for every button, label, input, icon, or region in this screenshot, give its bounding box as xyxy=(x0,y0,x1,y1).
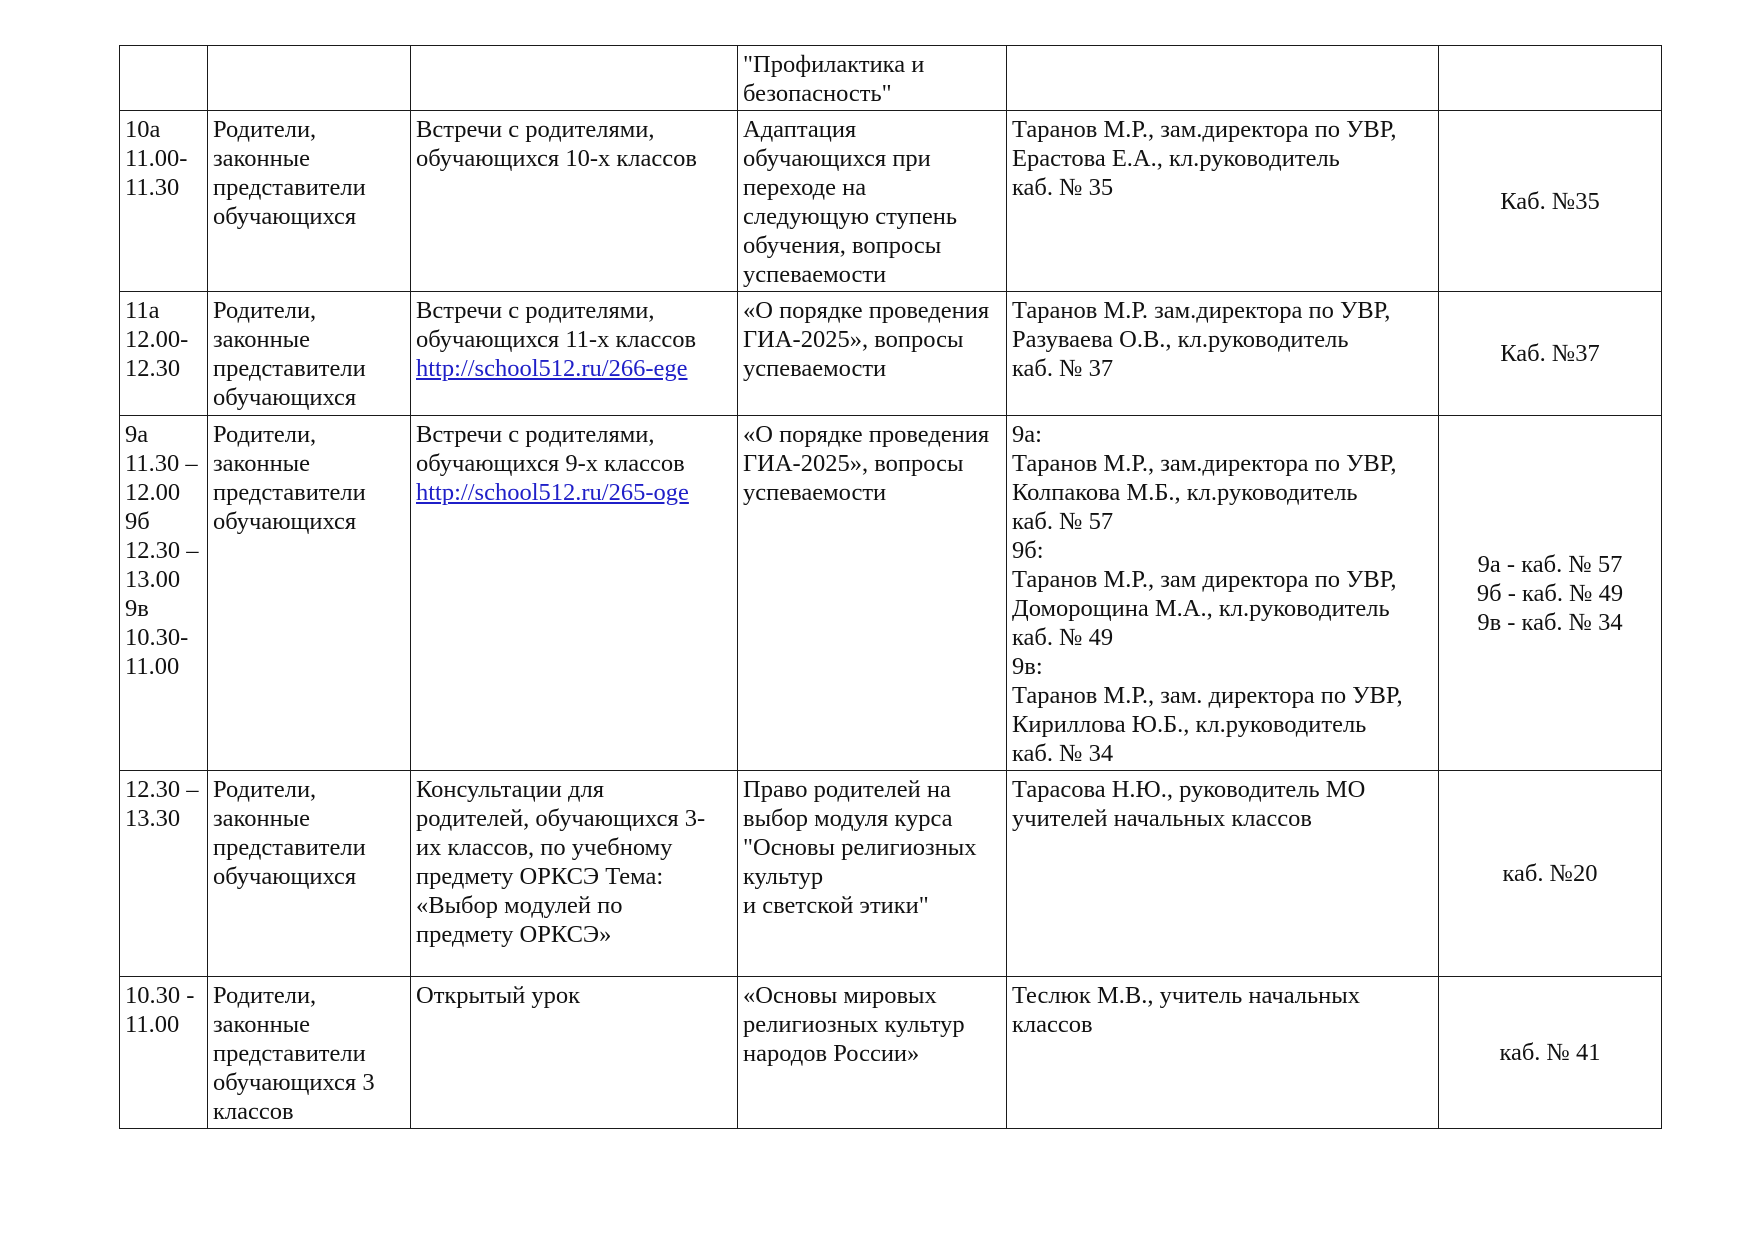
form-cell xyxy=(411,771,738,977)
form-text: Встречи с родителями, обучающихся 9-х классов xyxy=(416,421,685,477)
time-cell: 9а 11.30 – 12.00 9б 12.30 – 13.00 9в 10.30- 11.00 xyxy=(120,416,208,771)
audience-cell xyxy=(208,46,411,111)
topic-cell: «О порядке проведения ГИА-2025», вопросы успеваемости xyxy=(738,292,1007,416)
table-row xyxy=(120,416,1662,771)
topic-cell: «Основы мировых религиозных культур народов России» xyxy=(738,977,1007,1129)
form-cell xyxy=(411,977,738,1129)
topic-cell: «О порядке проведения ГИА-2025», вопросы успеваемости xyxy=(738,416,1007,771)
form-text: Встречи с родителями, обучающихся 10-х классов xyxy=(416,116,697,172)
location-cell: Каб. №35 xyxy=(1439,111,1662,292)
responsible-cell: Таранов М.Р. зам.директора по УВР, Разуваева О.В., кл.руководитель каб. № 37 xyxy=(1007,292,1439,416)
table-row xyxy=(120,46,1662,111)
form-text: Консультации для родителей, обучающихся 3- их классов, по учебному предмету ОРКСЭ Тема: «Выбор модулей по предмету ОРКСЭ» xyxy=(416,776,706,948)
time-cell: 12.30 – 13.30 xyxy=(120,771,208,977)
responsible-cell: Теслюк М.В., учитель начальных классов xyxy=(1007,977,1439,1129)
time-cell xyxy=(120,46,208,111)
audience-cell: Родители, законные представители обучающихся xyxy=(208,111,411,292)
time-cell: 10а 11.00- 11.30 xyxy=(120,111,208,292)
responsible-cell: Таранов М.Р., зам.директора по УВР, Ерастова Е.А., кл.руководитель каб. № 35 xyxy=(1007,111,1439,292)
audience-cell: Родители, законные представители обучающихся xyxy=(208,292,411,416)
topic-cell: Право родителей на выбор модуля курса "Основы религиозных культур и светской этики" xyxy=(738,771,1007,977)
topic-cell: "Профилактика и безопасность" xyxy=(738,46,1007,111)
time-cell: 10.30 - 11.00 xyxy=(120,977,208,1129)
responsible-cell xyxy=(1007,46,1439,111)
table-row xyxy=(120,292,1662,416)
location-cell: Каб. №37 xyxy=(1439,292,1662,416)
location-cell xyxy=(1439,46,1662,111)
oge-info-link[interactable]: http://school512.ru/265-oge xyxy=(416,479,689,506)
form-cell xyxy=(411,111,738,292)
audience-cell: Родители, законные представители обучающихся 3 классов xyxy=(208,977,411,1129)
topic-cell: Адаптация обучающихся при переходе на следующую ступень обучения, вопросы успеваемости xyxy=(738,111,1007,292)
form-cell xyxy=(411,292,738,416)
form-text: Встречи с родителями, обучающихся 11-х классов xyxy=(416,297,697,353)
time-cell: 11а 12.00- 12.30 xyxy=(120,292,208,416)
responsible-cell: Тарасова Н.Ю., руководитель МО учителей начальных классов xyxy=(1007,771,1439,977)
audience-cell: Родители, законные представители обучающихся xyxy=(208,416,411,771)
table-row xyxy=(120,977,1662,1129)
form-text: Открытый урок xyxy=(416,982,581,1009)
form-cell xyxy=(411,46,738,111)
table-row xyxy=(120,111,1662,292)
form-cell xyxy=(411,416,738,771)
schedule-table xyxy=(119,45,1662,1129)
location-cell: каб. № 41 xyxy=(1439,977,1662,1129)
table-row xyxy=(120,771,1662,977)
ege-info-link[interactable]: http://school512.ru/266-ege xyxy=(416,355,688,382)
responsible-cell: 9а: Таранов М.Р., зам.директора по УВР, Колпакова М.Б., кл.руководитель каб. № 57 9б: Таранов М.Р., зам директора по УВР, Доморощина М.А., кл.руководитель каб. № 49 9в: Таранов М.Р., зам. директора по УВР, Кириллова Ю.Б., кл.руководитель каб. № 34 xyxy=(1007,416,1439,771)
audience-cell: Родители, законные представители обучающихся xyxy=(208,771,411,977)
location-cell: 9а - каб. № 57 9б - каб. № 49 9в - каб. № 34 xyxy=(1439,416,1662,771)
location-cell: каб. №20 xyxy=(1439,771,1662,977)
